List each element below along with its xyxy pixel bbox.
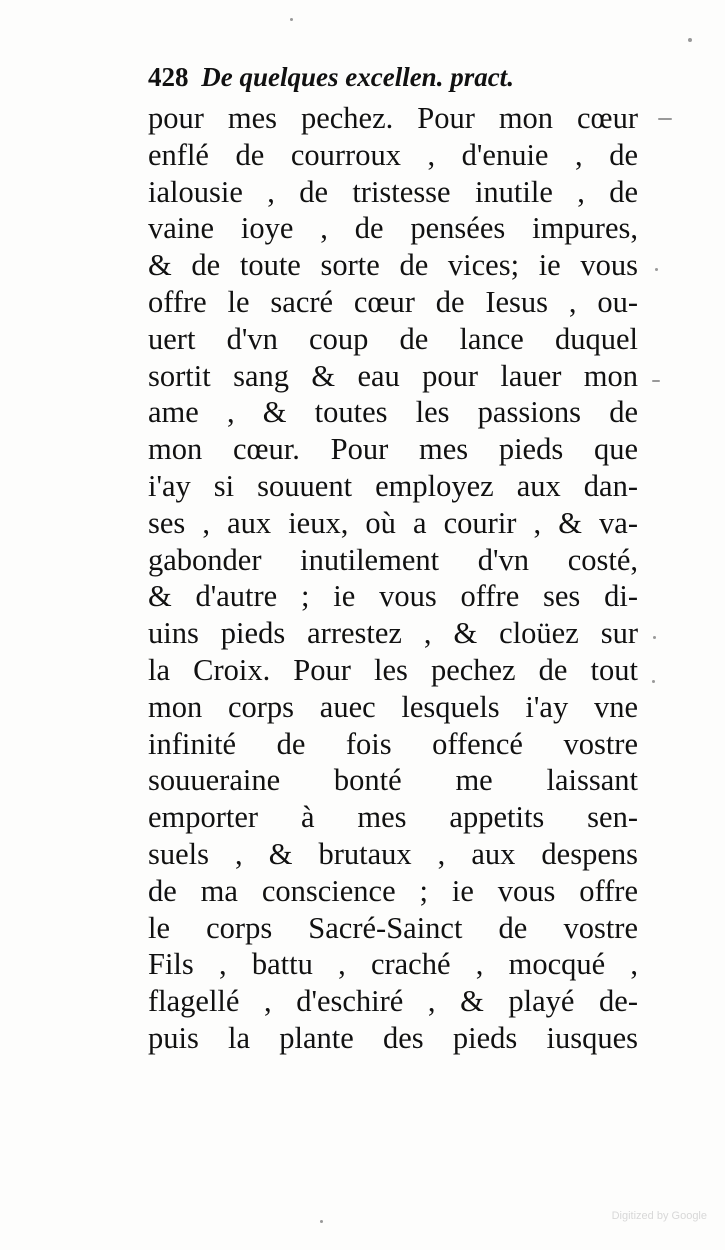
- running-title: De quelques excellen. pract.: [201, 62, 514, 92]
- text-line: i'ay si souuent employez aux dan-: [148, 468, 638, 503]
- text-line: emporter à mes appetits sen-: [148, 800, 638, 835]
- margin-speck: [688, 38, 692, 42]
- text-line: ialousie , de tristesse inutile , de: [148, 174, 638, 209]
- body-text: [148, 100, 638, 1057]
- text-line: Fils , battu , craché , mocqué ,: [148, 947, 638, 982]
- text-line: & d'autre ; ie vous offre ses di-: [148, 579, 638, 614]
- text-line: mon cœur. Pour mes pieds que: [148, 432, 638, 467]
- text-line: ame , & toutes les passions de: [148, 395, 638, 430]
- text-line: & de toute sorte de vices; ie vous: [148, 248, 638, 283]
- margin-speck: [652, 380, 660, 382]
- text-line: infinité de fois offencé vostre: [148, 726, 638, 761]
- text-line: gabonder inutilement d'vn costé,: [148, 542, 638, 577]
- margin-speck: [658, 118, 672, 120]
- page-number: 428: [148, 62, 189, 92]
- text-line: suels , & brutaux , aux despens: [148, 836, 638, 871]
- text-line: enflé de courroux , d'enuie , de: [148, 137, 638, 172]
- text-line: uins pieds arrestez , & cloüez sur: [148, 616, 638, 651]
- margin-speck: [652, 680, 655, 683]
- running-header: [148, 60, 628, 94]
- text-line: offre le sacré cœur de Iesus , ou-: [148, 284, 638, 319]
- text-line: pour mes pechez. Pour mon cœur: [148, 101, 638, 135]
- margin-speck: [653, 636, 656, 639]
- digitization-watermark: Digitized by Google: [611, 1210, 707, 1222]
- text-line: souueraine bonté me laissant: [148, 763, 638, 798]
- margin-speck: [290, 18, 293, 21]
- text-line: de ma conscience ; ie vous offre: [148, 873, 638, 908]
- margin-speck: [320, 1220, 323, 1223]
- text-line: flagellé , d'eschiré , & playé de-: [148, 984, 638, 1019]
- text-line: mon corps auec lesquels i'ay vne: [148, 689, 638, 724]
- text-line: vaine ioye , de pensées impures,: [148, 211, 638, 246]
- margin-speck: [655, 268, 658, 271]
- text-line: ses , aux ieux, où a courir , & va-: [148, 505, 638, 540]
- text-line: uert d'vn coup de lance duquel: [148, 321, 638, 356]
- text-line: sortit sang & eau pour lauer mon: [148, 358, 638, 393]
- text-line: la Croix. Pour les pechez de tout: [148, 652, 638, 687]
- text-line: puis la plante des pieds iusques: [148, 1020, 638, 1055]
- text-line: le corps Sacré-Sainct de vostre: [148, 910, 638, 945]
